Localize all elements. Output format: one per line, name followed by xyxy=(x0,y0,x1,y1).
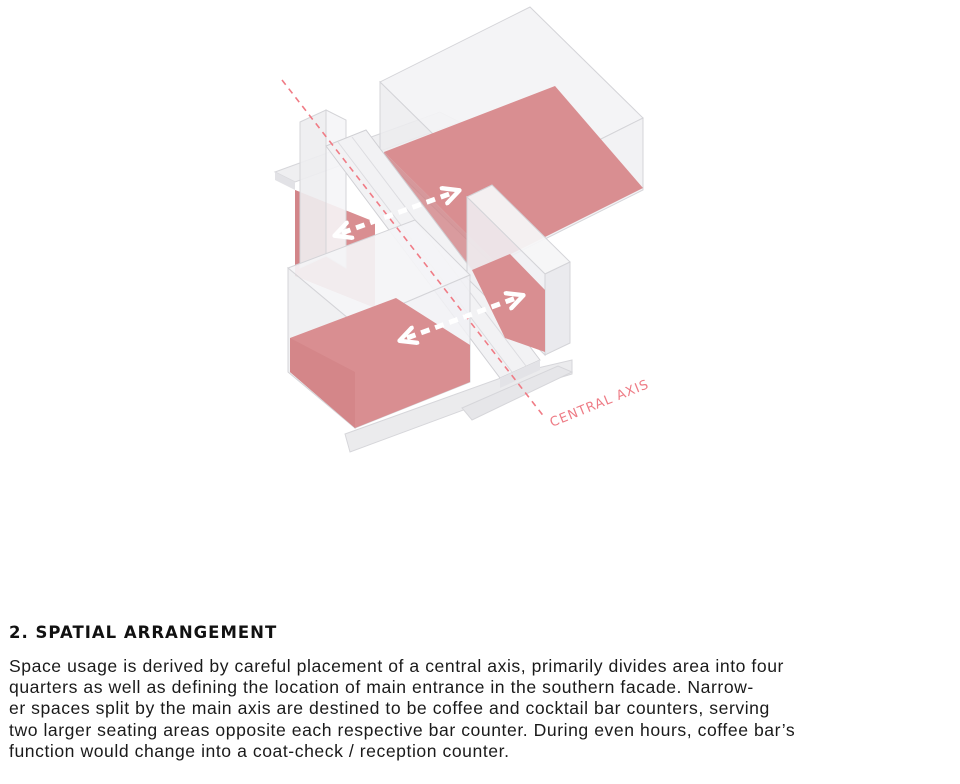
central-axis-label: CENTRAL AXIS xyxy=(547,377,652,431)
section-body xyxy=(9,656,959,762)
section-title: 2. SPATIAL ARRANGEMENT xyxy=(9,623,278,642)
body-line: function would change into a coat-check / reception counter. xyxy=(9,740,510,761)
body-line: er spaces split by the main axis are destined to be coffee and cocktail bar counters, serving xyxy=(9,698,770,719)
body-line: quarters as well as defining the location of main entrance in the southern facade. Narrow- xyxy=(9,677,754,698)
body-line: two larger seating areas opposite each respective bar counter. During even hours, coffee bar’s xyxy=(9,719,796,740)
body-line: Space usage is derived by careful placement of a central axis, primarily divides area into four xyxy=(9,656,784,676)
